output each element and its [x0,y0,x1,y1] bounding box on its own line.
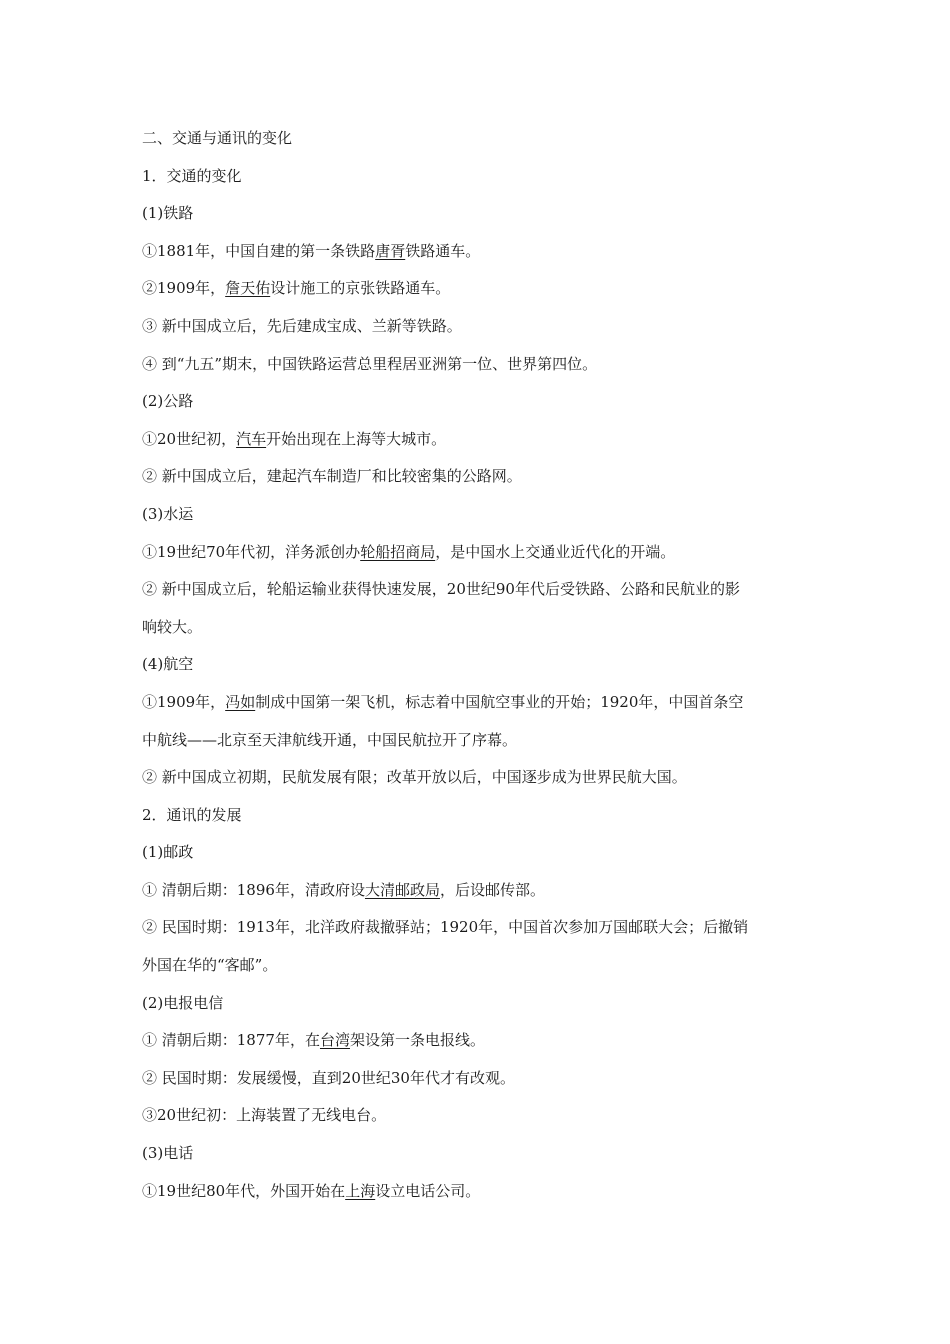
text-segment: ② 新中国成立后，轮船运输业获得快速发展，20世纪90年代后受铁路、公路和民航业的影 [142,580,740,599]
underlined-term: 轮船招商局 [360,542,436,561]
text-segment: ①1909年， [142,692,226,711]
text-segment: 设计施工的京张铁路通车。 [270,279,451,298]
text-line [142,909,822,947]
text-line [142,1173,822,1211]
underlined-term: 唐胥 [375,241,406,260]
text-segment: (1)铁路 [142,204,194,223]
text-segment: 设立电话公司。 [375,1181,481,1200]
text-segment: ② 民国时期：发展缓慢，直到20世纪30年代才有改观。 [142,1068,515,1087]
text-line [142,1022,822,1060]
text-segment: 2．通讯的发展 [142,805,242,824]
text-line [142,872,822,910]
text-line [142,609,822,647]
underlined-term: 台湾 [319,1031,350,1050]
underlined-term: 大清邮政局 [364,880,440,899]
text-line [142,759,822,797]
text-line [142,458,822,496]
text-segment: ①19世纪70年代初，洋务派创办 [142,542,361,561]
text-segment: 开始出现在上海等大城市。 [266,429,447,448]
text-line [142,120,822,158]
text-segment: (1)邮政 [142,843,194,862]
document-page [142,120,822,1210]
text-segment: 响较大。 [142,617,203,636]
text-line [142,308,822,346]
text-segment: ③20世纪初：上海装置了无线电台。 [142,1106,387,1125]
text-line [142,834,822,872]
text-segment: ① 清朝后期：1896年，清政府设 [142,880,365,899]
text-line [142,571,822,609]
text-segment: 铁路通车。 [405,241,481,260]
text-line [142,646,822,684]
text-segment: ② 民国时期：1913年，北洋政府裁撤驿站；1920年，中国首次参加万国邮联大会；后撤销 [142,918,749,937]
text-line [142,233,822,271]
underlined-term: 詹天佑 [225,279,271,298]
text-segment: 外国在华的“客邮”。 [142,956,278,975]
text-segment: ①19世纪80年代，外国开始在 [142,1181,346,1200]
text-line [142,985,822,1023]
text-segment: 中航线——北京至天津航线开通，中国民航拉开了序幕。 [142,730,518,749]
text-segment: ② 新中国成立后，建起汽车制造厂和比较密集的公路网。 [142,467,522,486]
text-segment: ① 清朝后期：1877年，在 [142,1031,320,1050]
text-segment: (3)水运 [142,504,194,523]
text-line [142,383,822,421]
text-line [142,270,822,308]
text-segment: ①1881年，中国自建的第一条铁路 [142,241,376,260]
text-line [142,496,822,534]
text-segment: 架设第一条电报线。 [349,1031,485,1050]
text-line [142,534,822,572]
text-segment: ，是中国水上交通业近代化的开端。 [435,542,676,561]
text-line [142,158,822,196]
text-segment: (2)电报电信 [142,993,224,1012]
underlined-term: 冯如 [225,692,256,711]
text-line [142,947,822,985]
text-line [142,722,822,760]
underlined-term: 上海 [345,1181,376,1200]
text-segment: ，后设邮传部。 [439,880,545,899]
text-segment: (4)航空 [142,655,194,674]
text-segment: 1．交通的变化 [142,166,242,185]
text-segment: ②1909年， [142,279,226,298]
text-line [142,684,822,722]
text-line [142,421,822,459]
text-line [142,195,822,233]
text-segment: (2)公路 [142,392,194,411]
text-line [142,1060,822,1098]
text-segment: ④ 到“九五”期末，中国铁路运营总里程居亚洲第一位、世界第四位。 [142,354,598,373]
text-line [142,1135,822,1173]
text-segment: ② 新中国成立初期，民航发展有限；改革开放以后，中国逐步成为世界民航大国。 [142,768,687,787]
text-segment: 二、交通与通讯的变化 [142,129,293,147]
text-line [142,797,822,835]
text-segment: ①20世纪初， [142,429,237,448]
text-line [142,346,822,384]
text-line [142,1097,822,1135]
text-segment: (3)电话 [142,1144,194,1163]
text-segment: 制成中国第一架飞机，标志着中国航空事业的开始；1920年，中国首条空 [255,692,744,711]
text-segment: ③ 新中国成立后，先后建成宝成、兰新等铁路。 [142,316,462,335]
underlined-term: 汽车 [236,429,267,448]
